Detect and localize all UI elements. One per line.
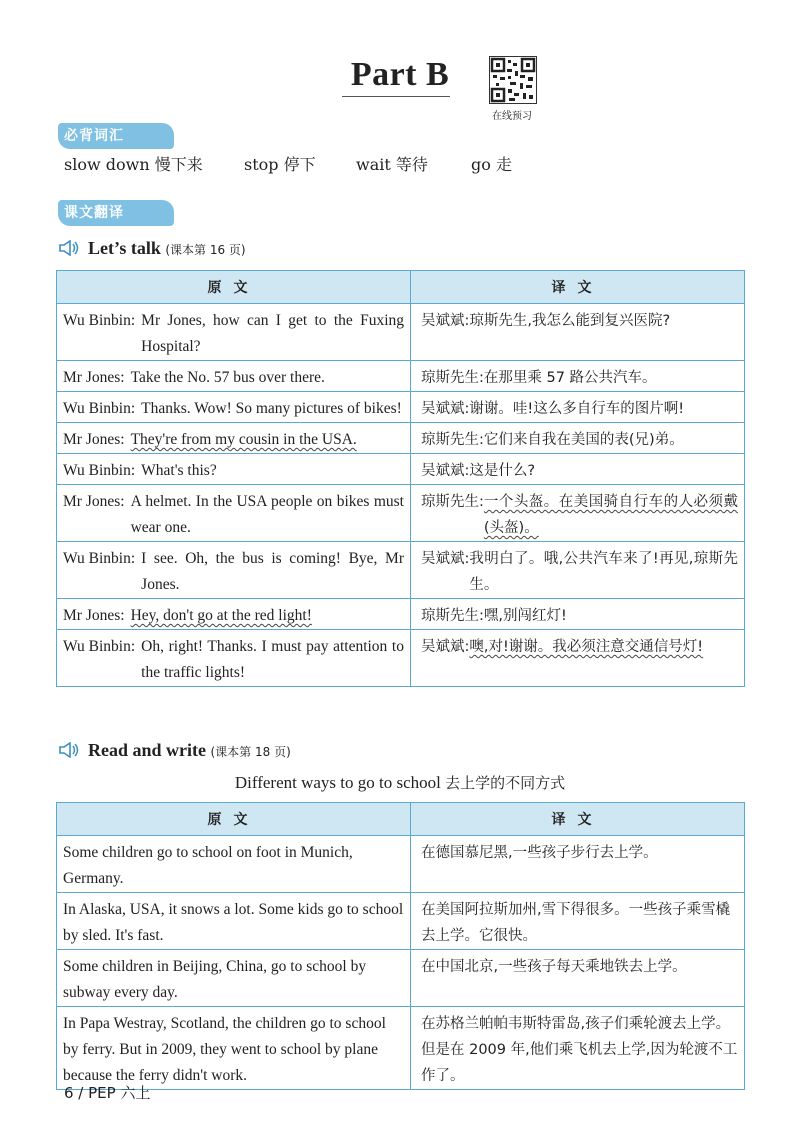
read-subtitle-en: Different ways to go to school bbox=[234, 773, 441, 792]
read-row bbox=[57, 1007, 745, 1090]
vocab-item: stop 停下 bbox=[244, 155, 316, 174]
read-translation-cell bbox=[411, 1007, 745, 1090]
talk-line: A helmet. In the USA people on bikes must wear one. bbox=[130, 493, 404, 536]
talk-speaker: Mr Jones: bbox=[63, 369, 125, 386]
talk-original-cell bbox=[57, 630, 411, 687]
talk-translation-cell bbox=[411, 630, 745, 687]
talk-zh-line: 这是什么? bbox=[469, 463, 536, 479]
talk-original-cell bbox=[57, 599, 411, 630]
read-original-text: Some children go to school on foot in Munich, Germany. bbox=[63, 844, 353, 887]
talk-translation-cell bbox=[411, 454, 745, 485]
read-page-note: (课本第 18 页) bbox=[210, 745, 291, 759]
talk-row bbox=[57, 630, 745, 687]
talk-translation-cell bbox=[411, 542, 745, 599]
talk-col-original: 原文 bbox=[57, 271, 411, 304]
talk-speaker: Wu Binbin: bbox=[63, 638, 136, 655]
talk-table bbox=[56, 270, 745, 687]
read-row bbox=[57, 950, 745, 1007]
talk-col-translation: 译文 bbox=[411, 271, 745, 304]
talk-translation-cell bbox=[411, 361, 745, 392]
talk-zh-speaker: 吴斌斌: bbox=[421, 639, 470, 655]
talk-original-cell bbox=[57, 392, 411, 423]
title-underline bbox=[342, 96, 450, 97]
talk-zh-speaker: 琼斯先生: bbox=[421, 370, 484, 386]
talk-line: They're from my cousin in the USA. bbox=[130, 431, 357, 448]
read-subtitle-zh: 去上学的不同方式 bbox=[445, 774, 566, 792]
talk-zh-line: 噢,对!谢谢。我必须注意交通信号灯! bbox=[469, 639, 704, 655]
read-translation-cell bbox=[411, 893, 745, 950]
talk-line: Oh, right! Thanks. I must pay attention to the traffic lights! bbox=[141, 638, 404, 681]
talk-original-cell bbox=[57, 454, 411, 485]
talk-translation-cell bbox=[411, 599, 745, 630]
read-original-text: In Alaska, USA, it snows a lot. Some kids go to school by sled. It's fast. bbox=[63, 901, 404, 944]
talk-translation-cell bbox=[411, 423, 745, 454]
talk-line: Mr Jones, how can I get to the Fuxing Hospital? bbox=[141, 312, 404, 355]
talk-line: Thanks. Wow! So many pictures of bikes! bbox=[141, 400, 402, 417]
talk-zh-speaker: 琼斯先生: bbox=[421, 494, 484, 510]
read-translation-text: 在苏格兰帕帕韦斯特雷岛,孩子们乘轮渡去上学。但是在 2009 年,他们乘飞机去上学,因为轮渡不工作了。 bbox=[421, 1016, 738, 1084]
talk-zh-line: 在那里乘 57 路公共汽车。 bbox=[483, 370, 657, 386]
talk-speaker: Mr Jones: bbox=[63, 431, 125, 448]
talk-zh-speaker: 琼斯先生: bbox=[421, 432, 484, 448]
talk-zh-line: 琼斯先生,我怎么能到复兴医院? bbox=[469, 313, 671, 329]
talk-original-cell bbox=[57, 423, 411, 454]
talk-speaker: Wu Binbin: bbox=[63, 462, 136, 479]
talk-row bbox=[57, 423, 745, 454]
talk-speaker: Wu Binbin: bbox=[63, 400, 136, 417]
talk-zh-line: 谢谢。哇!这么多自行车的图片啊! bbox=[469, 401, 685, 417]
talk-row bbox=[57, 454, 745, 485]
read-heading bbox=[88, 740, 291, 761]
read-heading-text: Read and write bbox=[88, 740, 206, 760]
page-footer: 6 / PEP 六上 bbox=[64, 1084, 151, 1102]
vocab-item: wait 等待 bbox=[356, 155, 428, 174]
talk-row bbox=[57, 485, 745, 542]
talk-translation-cell bbox=[411, 485, 745, 542]
talk-row bbox=[57, 599, 745, 630]
talk-line: I see. Oh, the bus is coming! Bye, Mr Jones. bbox=[141, 550, 404, 593]
talk-zh-line: 它们来自我在美国的表(兄)弟。 bbox=[483, 432, 684, 448]
talk-zh-line: 嘿,别闯红灯! bbox=[483, 608, 567, 624]
talk-speaker: Wu Binbin: bbox=[63, 550, 136, 567]
talk-translation-cell bbox=[411, 304, 745, 361]
talk-zh-speaker: 琼斯先生: bbox=[421, 608, 484, 624]
talk-speaker: Mr Jones: bbox=[63, 607, 125, 624]
read-translation-text: 在德国慕尼黑,一些孩子步行去上学。 bbox=[421, 845, 658, 861]
read-translation-text: 在中国北京,一些孩子每天乘地铁去上学。 bbox=[421, 959, 687, 975]
qr-code-icon[interactable] bbox=[489, 56, 537, 104]
talk-original-cell bbox=[57, 542, 411, 599]
translation-tag: 课文翻译 bbox=[58, 200, 174, 226]
talk-zh-speaker: 吴斌斌: bbox=[421, 313, 470, 329]
talk-row bbox=[57, 542, 745, 599]
talk-speaker: Mr Jones: bbox=[63, 493, 125, 510]
talk-line: Hey, don't go at the red light! bbox=[130, 607, 312, 624]
read-row bbox=[57, 836, 745, 893]
read-original-cell bbox=[57, 950, 411, 1007]
talk-original-cell bbox=[57, 485, 411, 542]
page-title: Part B bbox=[350, 56, 450, 93]
read-subtitle bbox=[0, 772, 800, 793]
talk-zh-line: 我明白了。哦,公共汽车来了!再见,琼斯先生。 bbox=[469, 551, 738, 593]
talk-heading bbox=[88, 238, 246, 259]
talk-row bbox=[57, 361, 745, 392]
read-original-cell bbox=[57, 893, 411, 950]
talk-translation-cell bbox=[411, 392, 745, 423]
read-translation-text: 在美国阿拉斯加州,雪下得很多。一些孩子乘雪橇去上学。它很快。 bbox=[421, 902, 731, 944]
talk-line: Take the No. 57 bus over there. bbox=[130, 369, 325, 386]
speaker-icon bbox=[58, 742, 80, 758]
talk-page-note: (课本第 16 页) bbox=[165, 243, 246, 257]
read-translation-cell bbox=[411, 950, 745, 1007]
read-original-cell bbox=[57, 1007, 411, 1090]
read-row bbox=[57, 893, 745, 950]
talk-original-cell bbox=[57, 361, 411, 392]
talk-row bbox=[57, 304, 745, 361]
read-original-text: Some children in Beijing, China, go to school by subway every day. bbox=[63, 958, 367, 1001]
talk-line: What's this? bbox=[141, 462, 217, 479]
read-table bbox=[56, 802, 745, 1090]
speaker-icon bbox=[58, 240, 80, 256]
talk-speaker: Wu Binbin: bbox=[63, 312, 136, 329]
vocab-item: slow down 慢下来 bbox=[64, 155, 203, 174]
read-original-cell bbox=[57, 836, 411, 893]
qr-label: 在线预习 bbox=[492, 111, 532, 122]
talk-heading-text: Let’s talk bbox=[88, 238, 161, 258]
talk-zh-speaker: 吴斌斌: bbox=[421, 401, 470, 417]
read-original-text: In Papa Westray, Scotland, the children go to school by ferry. But in 2009, they went to school by plane because the ferry didn't work. bbox=[63, 1015, 386, 1084]
talk-zh-speaker: 吴斌斌: bbox=[421, 551, 470, 567]
vocab-tag: 必背词汇 bbox=[58, 123, 174, 149]
talk-original-cell bbox=[57, 304, 411, 361]
vocab-item: go 走 bbox=[471, 155, 512, 174]
talk-row bbox=[57, 392, 745, 423]
read-col-translation: 译文 bbox=[411, 803, 745, 836]
talk-zh-speaker: 吴斌斌: bbox=[421, 463, 470, 479]
read-translation-cell bbox=[411, 836, 745, 893]
talk-zh-line: 一个头盔。在美国骑自行车的人必须戴(头盔)。 bbox=[483, 494, 738, 536]
read-col-original: 原文 bbox=[57, 803, 411, 836]
